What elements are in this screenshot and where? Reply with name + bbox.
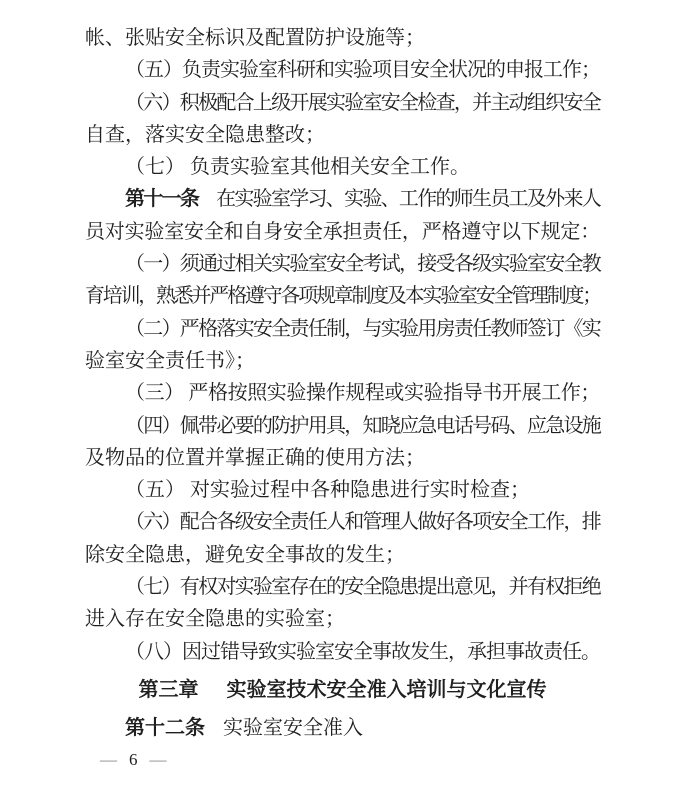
text-line	[85, 571, 600, 603]
text-run: （二）严格落实安全责任制，与实验用房责任教师签订《实	[125, 317, 600, 340]
text-run: （一）须通过相关实验室安全考试，接受各级实验室安全教	[125, 253, 600, 276]
text-run: 自查，落实安全隐患整改；	[85, 123, 325, 146]
text-line	[85, 474, 600, 506]
text-line	[85, 636, 600, 668]
text-run: 除安全隐患，避免安全事故的发生；	[85, 543, 405, 566]
text-run: 进入存在安全隐患的实验室；	[85, 608, 345, 631]
chapter-number: 第三章	[138, 678, 199, 701]
footer-dash-right: —	[149, 750, 167, 769]
text-line	[85, 345, 600, 377]
document-body-continued	[85, 712, 600, 744]
article-number: 第十一条	[125, 188, 199, 211]
text-run: （八）因过错导致实验室安全事故发生，承担事故责任。	[125, 640, 600, 663]
text-line	[85, 313, 600, 345]
page-number: 6	[129, 750, 138, 769]
text-line	[85, 377, 600, 409]
text-line	[85, 216, 600, 248]
text-run: 及物品的位置并掌握正确的使用方法；	[85, 446, 425, 469]
page-number-footer	[100, 750, 167, 770]
text-run: （五） 对实验过程中各种隐患进行实时检查；	[125, 479, 530, 502]
text-line	[85, 87, 600, 119]
text-line	[85, 280, 600, 312]
chapter-title: 实验室技术安全准入培训与文化宣传	[226, 678, 547, 701]
text-run: （四）佩带必要的防护用具，知晓应急电话号码、应急设施	[125, 414, 600, 437]
text-run: （六）积极配合上级开展实验室安全检查，并主动组织安全	[125, 91, 600, 114]
text-run: （三） 严格按照实验操作规程或实验指导书开展工作；	[125, 382, 600, 405]
text-line	[85, 506, 600, 538]
text-run: （五）负责实验室科研和实验项目安全状况的申报工作；	[125, 59, 600, 82]
text-line	[85, 603, 600, 635]
text-line	[85, 442, 600, 474]
text-run: 帐、张贴安全标识及配置防护设施等；	[85, 27, 425, 49]
text-line	[85, 410, 600, 442]
article-number: 第十二条	[125, 716, 205, 739]
text-line	[85, 151, 600, 183]
document-body	[85, 22, 600, 668]
text-line	[85, 119, 600, 151]
chapter-heading	[85, 668, 600, 712]
document-content	[85, 22, 600, 744]
text-run: 员对实验室安全和自身安全承担责任，严格遵守以下规定：	[85, 220, 600, 243]
text-line	[85, 22, 600, 54]
text-run: （七）有权对实验室存在的安全隐患提出意见，并有权拒绝	[125, 576, 600, 599]
text-line	[85, 539, 600, 571]
text-line	[85, 248, 600, 280]
text-run: 实验室安全准入	[223, 716, 363, 739]
text-run: 验室安全责任书》；	[85, 349, 255, 372]
footer-dash-left: —	[100, 750, 117, 769]
text-line	[85, 183, 600, 215]
text-run: 育培训，熟悉并严格遵守各项规章制度及本实验室安全管理制度；	[85, 285, 600, 308]
text-run: （七） 负责实验室其他相关安全工作。	[125, 156, 470, 179]
text-line	[85, 54, 600, 86]
text-run: 在实验室学习、实验、工作的师生员工及外来人	[216, 188, 601, 211]
text-line	[85, 712, 600, 744]
text-run: （六）配合各级安全责任人和管理人做好各项安全工作，排	[125, 511, 600, 534]
